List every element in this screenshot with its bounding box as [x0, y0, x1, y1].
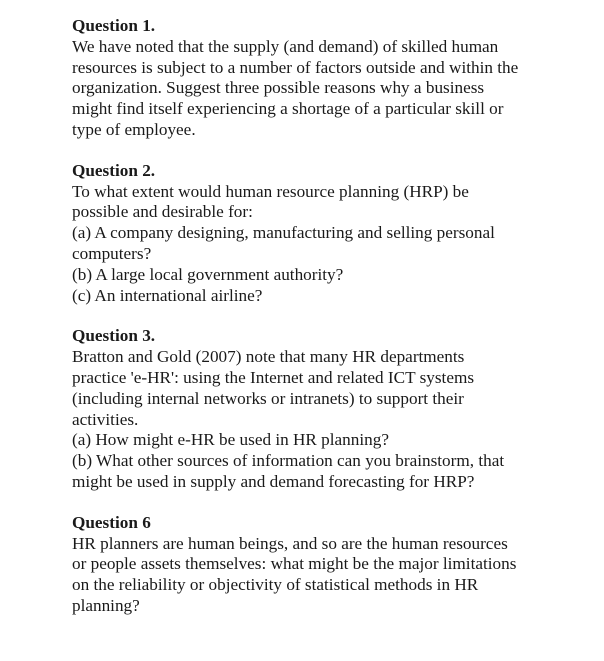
question-text-line: might be used in supply and demand forecasting for HRP?: [72, 471, 475, 491]
question-3: [72, 326, 572, 492]
question-title: Question 2.: [72, 160, 156, 180]
document-body: [72, 16, 572, 637]
question-text-line: type of employee.: [72, 119, 196, 139]
question-text-line: computers?: [72, 243, 152, 263]
question-text-line: We have noted that the supply (and demand) of skilled human: [72, 36, 499, 56]
question-text-line: (including internal networks or intranets) to support their: [72, 388, 464, 408]
question-text-line: practice 'e-HR': using the Internet and related ICT systems: [72, 367, 475, 387]
question-title: Question 6: [72, 512, 151, 532]
question-1: [72, 16, 572, 141]
question-text-line: possible and desirable for:: [72, 202, 253, 222]
question-text-line: To what extent would human resource planning (HRP) be: [72, 181, 469, 201]
question-text-line: (b) What other sources of information can you brainstorm, that: [72, 451, 505, 471]
question-text-line: might find itself experiencing a shortage of a particular skill or: [72, 99, 504, 119]
question-text-line: resources is subject to a number of factors outside and within the: [72, 57, 519, 77]
question-6: [72, 513, 572, 617]
question-text-line: activities.: [72, 409, 139, 429]
question-text-line: on the reliability or objectivity of statistical methods in HR: [72, 575, 479, 595]
question-text-line: planning?: [72, 595, 140, 615]
question-text-line: (a) A company designing, manufacturing and selling personal: [72, 223, 495, 243]
question-title: Question 3.: [72, 326, 156, 346]
question-text-line: (c) An international airline?: [72, 285, 263, 305]
question-text-line: or people assets themselves: what might be the major limitations: [72, 554, 517, 574]
question-text-line: (a) How might e-HR be used in HR planning?: [72, 430, 389, 450]
question-text-line: organization. Suggest three possible reasons why a business: [72, 78, 485, 98]
question-2: [72, 161, 572, 307]
question-text-line: HR planners are human beings, and so are the human resources: [72, 533, 508, 553]
question-text-line: (b) A large local government authority?: [72, 264, 344, 284]
question-text-line: Bratton and Gold (2007) note that many HR departments: [72, 347, 465, 367]
question-title: Question 1.: [72, 16, 156, 35]
